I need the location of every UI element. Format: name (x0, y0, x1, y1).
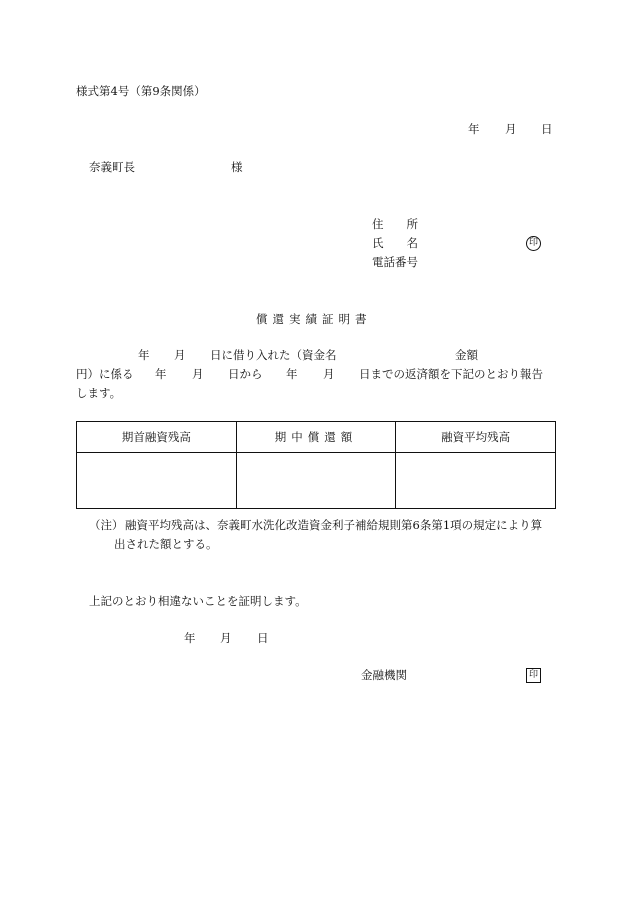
phone-label: 電話番号 (372, 255, 418, 269)
cell-opening-balance (77, 453, 237, 509)
note-line1: 融資平均残高は、奈義町水洗化改造資金利子補給規則第6条第1項の規定により算 (125, 518, 543, 532)
body-line2-prefix: 円）に係る (76, 367, 134, 381)
table-header-row (77, 422, 556, 453)
cert-date-day: 日 (257, 631, 269, 645)
body-line2-year2: 年 (286, 367, 298, 381)
cell-repayment-amount (236, 453, 396, 509)
applicant-seal-icon: 印 (526, 236, 541, 251)
name-label: 氏 名 (372, 236, 418, 250)
addressee-honorific: 様 (231, 160, 243, 174)
body-line1-amount: 金額 (455, 348, 478, 362)
header-date-month: 月 (505, 122, 517, 136)
repayment-table (76, 421, 556, 509)
certification-statement: 上記のとおり相違ないことを証明します。 (89, 594, 307, 608)
header-date-day: 日 (541, 122, 553, 136)
institution-seal-icon: 印 (526, 668, 541, 683)
form-label: 様式第4号（第9条関係） (76, 84, 206, 98)
document-title: 償還実績証明書 (256, 312, 372, 326)
cell-average-balance (396, 453, 556, 509)
body-line1-month: 月 (174, 348, 186, 362)
header-repayment-amount: 期中償還額 (236, 422, 396, 453)
address-label: 住 所 (372, 217, 418, 231)
note-label: （注） (89, 518, 124, 532)
table-row (77, 453, 556, 509)
body-line1-year: 年 (138, 348, 150, 362)
addressee-name: 奈義町長 (89, 160, 135, 174)
header-date-year: 年 (468, 122, 480, 136)
body-line2-month2: 月 (323, 367, 335, 381)
body-line2-month1: 月 (192, 367, 204, 381)
institution-label: 金融機関 (361, 668, 407, 682)
body-line2-year1: 年 (155, 367, 167, 381)
cert-date-year: 年 (184, 631, 196, 645)
note-line2: 出された額とする。 (114, 537, 218, 551)
body-line1-day-text: 日に借り入れた（資金名 (210, 348, 337, 362)
body-line3: します。 (76, 386, 122, 400)
body-line2-day-from: 日から (228, 367, 263, 381)
cert-date-month: 月 (220, 631, 232, 645)
header-opening-balance: 期首融資残高 (77, 422, 237, 453)
body-line2-rest: 日までの返済額を下記のとおり報告 (359, 367, 543, 381)
header-average-balance: 融資平均残高 (396, 422, 556, 453)
